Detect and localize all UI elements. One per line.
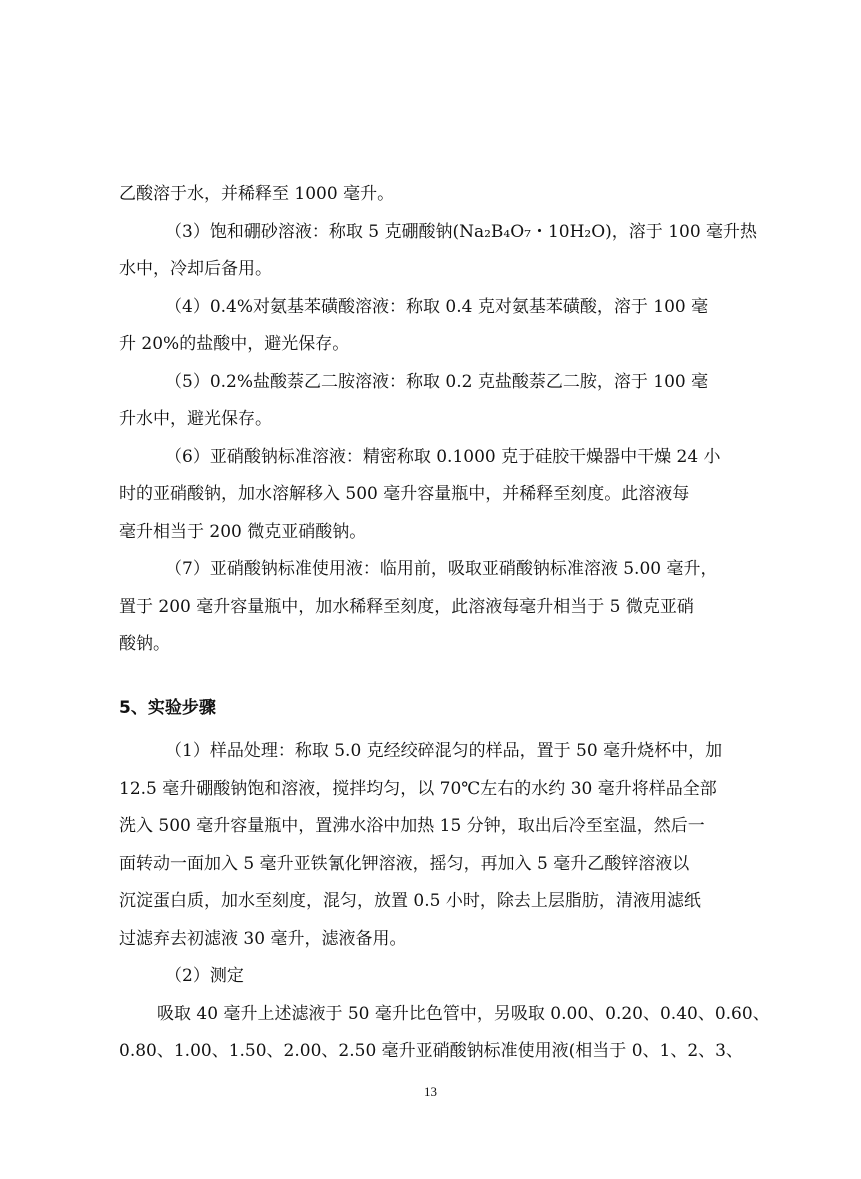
text-line: （7）亚硝酸钠标准使用液：临用前，吸取亚硝酸钠标准溶液 5.00 毫升， bbox=[165, 559, 718, 579]
text-line: 毫升相当于 200 微克亚硝酸钠。 bbox=[119, 521, 367, 542]
page-number: 13 bbox=[424, 1084, 437, 1099]
text-line: 酸钠。 bbox=[119, 634, 170, 654]
text-line: 沉淀蛋白质，加水至刻度，混匀，放置 0.5 小时，除去上层脂肪，清液用滤纸 bbox=[119, 891, 701, 911]
text-line: 0.80、1.00、1.50、2.00、2.50 毫升亚硝酸钠标准使用液(相当于 0、1、2、3、 bbox=[119, 1041, 743, 1061]
text-line: 升水中，避光保存。 bbox=[119, 409, 272, 429]
text-line: 12.5 毫升硼酸钠饱和溶液，搅拌均匀，以 70℃左右的水约 30 毫升将样品全部 bbox=[119, 778, 717, 799]
text-line: 时的亚硝酸钠，加水溶解移入 500 毫升容量瓶中，并稀释至刻度。此溶液每 bbox=[119, 484, 690, 504]
text-line: （5）0.2%盐酸萘乙二胺溶液：称取 0.2 克盐酸萘乙二胺，溶于 100 毫 bbox=[165, 371, 709, 392]
text-line: 过滤弃去初滤液 30 毫升，滤液备用。 bbox=[119, 928, 407, 949]
text-line: 洗入 500 毫升容量瓶中，置沸水浴中加热 15 分钟，取出后冷至室温，然后一 bbox=[119, 816, 705, 836]
text-line: （2）测定 bbox=[165, 966, 244, 986]
text-line: （1）样品处理：称取 5.0 克经绞碎混匀的样品，置于 50 毫升烧杯中，加 bbox=[165, 741, 723, 761]
text-line: （3）饱和硼砂溶液：称取 5 克硼酸钠(Na₂B₄O₇・10H₂O)，溶于 100 毫升热 bbox=[165, 221, 758, 242]
text-line: （4）0.4%对氨基苯磺酸溶液：称取 0.4 克对氨基苯磺酸，溶于 100 毫 bbox=[165, 296, 709, 317]
text-line: 置于 200 毫升容量瓶中，加水稀释至刻度，此溶液每毫升相当于 5 微克亚硝 bbox=[119, 596, 694, 617]
body-text bbox=[119, 176, 770, 1071]
text-line: 面转动一面加入 5 毫升亚铁氰化钾溶液，摇匀，再加入 5 毫升乙酸锌溶液以 bbox=[119, 853, 690, 874]
text-line: 吸取 40 毫升上述滤液于 50 毫升比色管中，另吸取 0.00、0.20、0.40、0.60、 bbox=[157, 1003, 770, 1024]
text-line: 乙酸溶于水，并稀释至 1000 毫升。 bbox=[119, 184, 395, 204]
section-heading: 5、实验步骤 bbox=[119, 697, 216, 718]
text-line: 水中，冷却后备用。 bbox=[119, 259, 272, 279]
text-line: （6）亚硝酸钠标准溶液：精密称取 0.1000 克于硅胶干燥器中干燥 24 小 bbox=[165, 446, 721, 467]
text-line: 升 20%的盐酸中，避光保存。 bbox=[119, 334, 350, 354]
